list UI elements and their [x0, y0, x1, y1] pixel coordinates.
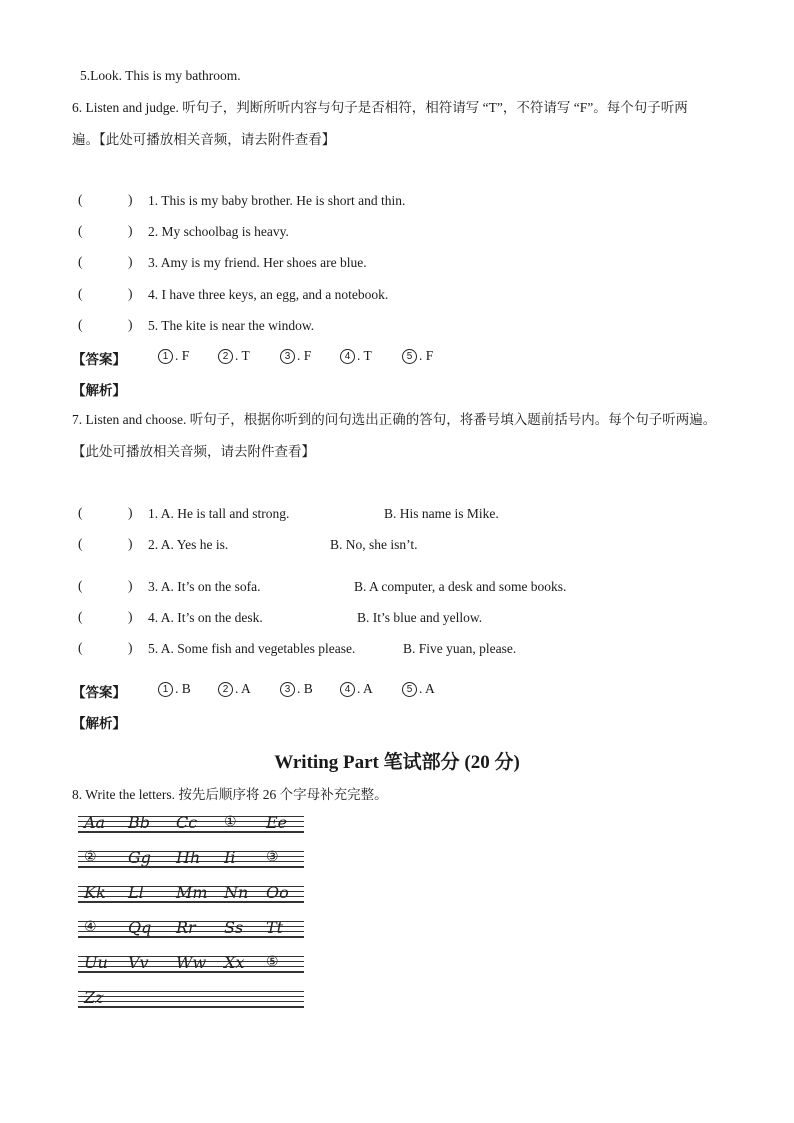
- handwritten-letter-pair: Xx: [224, 953, 245, 972]
- answer-blank-open-paren: (: [78, 317, 83, 332]
- q7-option-a: 5. A. Some fish and vegetables please.: [148, 641, 356, 656]
- answer-item: [402, 681, 435, 697]
- q7-option-b: B. His name is Mike.: [384, 506, 499, 521]
- q7-option-b: B. No, she isn’t.: [330, 537, 418, 552]
- handwritten-letter-pair: Rr: [176, 918, 196, 937]
- answer-blank-close-paren: ): [128, 505, 133, 520]
- handwritten-letter-pair: Ww: [176, 953, 207, 972]
- answer-number-circle: 1: [158, 682, 173, 697]
- answer-item: [158, 681, 191, 697]
- q6-answer-label: 【答案】: [72, 352, 126, 367]
- answer-number-circle: 2: [218, 682, 233, 697]
- blank-marker: ③: [266, 849, 279, 865]
- answer-value: . F: [297, 348, 312, 363]
- q7-option-b: B. A computer, a desk and some books.: [354, 579, 567, 594]
- answer-blank-close-paren: ): [128, 223, 133, 238]
- q6-prompt-line1: 6. Listen and judge. 听句子，判断所听内容与句子是否相符，相符请写 “T”，不符请写 “F”。每个句子听两: [72, 100, 688, 115]
- blank-marker: ④: [84, 919, 97, 935]
- answer-blank-open-paren: (: [78, 223, 83, 238]
- answer-blank-open-paren: (: [78, 640, 83, 655]
- writing-part-heading: Writing Part 笔试部分 (20 分): [274, 752, 520, 773]
- answer-blank-open-paren: (: [78, 192, 83, 207]
- writing-rule-line: [78, 1006, 304, 1008]
- handwritten-letter-pair: Hh: [176, 848, 201, 867]
- q7-prompt-line1: 7. Listen and choose. 听句子，根据你听到的问句选出正确的答句，将番号填入题前括号内。每个句子听两遍。: [72, 412, 717, 427]
- answer-blank-close-paren: ): [128, 192, 133, 207]
- handwritten-letter-pair: Aa: [84, 813, 106, 832]
- answer-number-circle: 3: [280, 349, 295, 364]
- handwritten-letter-pair: Tt: [266, 918, 284, 937]
- q6-item: 5. The kite is near the window.: [148, 318, 315, 333]
- q6-item: 2. My schoolbag is heavy.: [148, 224, 289, 239]
- answer-item: [280, 681, 313, 697]
- q6-analysis-label: 【解析】: [72, 383, 126, 398]
- answer-item: [280, 348, 311, 364]
- answer-value: . A: [419, 681, 435, 696]
- blank-marker: ①: [224, 814, 237, 830]
- handwritten-letter-pair: Uu: [84, 953, 108, 972]
- handwritten-letter-pair: Mm: [176, 883, 208, 902]
- q6-item: 1. This is my baby brother. He is short and thin.: [148, 193, 406, 208]
- handwritten-letter-pair: Ll: [128, 883, 144, 902]
- q8-prompt: 8. Write the letters. 按先后顺序将 26 个字母补充完整。: [72, 787, 388, 802]
- q6-item: 4. I have three keys, an egg, and a notebook.: [148, 287, 389, 302]
- handwritten-letter-pair: Cc: [176, 813, 198, 832]
- answer-item: [340, 348, 372, 364]
- q6-prompt-line2: 遍。【此处可播放相关音频，请去附件查看】: [72, 132, 336, 147]
- answer-value: . B: [175, 681, 191, 696]
- answer-number-circle: 3: [280, 682, 295, 697]
- answer-value: . B: [297, 681, 313, 696]
- q7-option-a: 3. A. It’s on the sofa.: [148, 579, 261, 594]
- answer-value: . A: [235, 681, 251, 696]
- q7-option-a: 2. A. Yes he is.: [148, 537, 229, 552]
- answer-blank-close-paren: ): [128, 254, 133, 269]
- q7-analysis-label: 【解析】: [72, 716, 126, 731]
- handwritten-letter-pair: Vv: [128, 953, 149, 972]
- answer-number-circle: 4: [340, 349, 355, 364]
- handwritten-letter-pair: Oo: [266, 883, 289, 902]
- answer-value: . A: [357, 681, 373, 696]
- answer-number-circle: 4: [340, 682, 355, 697]
- q7-option-a: 1. A. He is tall and strong.: [148, 506, 290, 521]
- answer-item: [402, 348, 433, 364]
- handwritten-letter-pair: Ee: [266, 813, 288, 832]
- answer-value: . T: [235, 348, 250, 363]
- writing-rule-line: [78, 1001, 304, 1002]
- answer-item: [218, 681, 251, 697]
- handwritten-letter-pair: Ii: [224, 848, 236, 867]
- answer-blank-close-paren: ): [128, 578, 133, 593]
- q7-option-b: B. Five yuan, please.: [403, 641, 517, 656]
- answer-blank-open-paren: (: [78, 254, 83, 269]
- answer-number-circle: 5: [402, 349, 417, 364]
- answer-value: . F: [175, 348, 190, 363]
- answer-blank-open-paren: (: [78, 505, 83, 520]
- handwritten-letter-pair: Ss: [224, 918, 244, 937]
- writing-rule-line: [78, 996, 304, 997]
- answer-blank-open-paren: (: [78, 286, 83, 301]
- answer-item: [218, 348, 250, 364]
- writing-rule-line: [78, 991, 304, 992]
- answer-blank-open-paren: (: [78, 578, 83, 593]
- answer-value: . T: [357, 348, 372, 363]
- four-line-letter-grid: [78, 812, 304, 1012]
- answer-number-circle: 2: [218, 349, 233, 364]
- q6-item: 3. Amy is my friend. Her shoes are blue.: [148, 255, 367, 270]
- handwritten-letter-pair: Bb: [128, 813, 150, 832]
- answer-blank-open-paren: (: [78, 609, 83, 624]
- handwritten-letter-pair: Qq: [128, 918, 152, 937]
- answer-number-circle: 5: [402, 682, 417, 697]
- blank-marker: ②: [84, 849, 97, 865]
- q7-option-b: B. It’s blue and yellow.: [357, 610, 483, 625]
- answer-number-circle: 1: [158, 349, 173, 364]
- q7-answer-label: 【答案】: [72, 685, 126, 700]
- answer-value: . F: [419, 348, 434, 363]
- answer-blank-close-paren: ): [128, 286, 133, 301]
- answer-item: [158, 348, 189, 364]
- handwritten-letter-pair: Zz: [84, 988, 104, 1007]
- answer-blank-close-paren: ): [128, 609, 133, 624]
- blank-marker: ⑤: [266, 954, 279, 970]
- answer-blank-close-paren: ): [128, 317, 133, 332]
- answer-blank-open-paren: (: [78, 536, 83, 551]
- handwritten-letter-pair: Nn: [224, 883, 249, 902]
- handwritten-letter-pair: Kk: [84, 883, 106, 902]
- answer-item: [340, 681, 373, 697]
- q7-option-a: 4. A. It’s on the desk.: [148, 610, 263, 625]
- q5-text: 5.Look. This is my bathroom.: [80, 68, 241, 83]
- q7-prompt-line2: 【此处可播放相关音频，请去附件查看】: [72, 444, 315, 459]
- handwritten-letter-pair: Gg: [128, 848, 152, 867]
- answer-blank-close-paren: ): [128, 536, 133, 551]
- answer-blank-close-paren: ): [128, 640, 133, 655]
